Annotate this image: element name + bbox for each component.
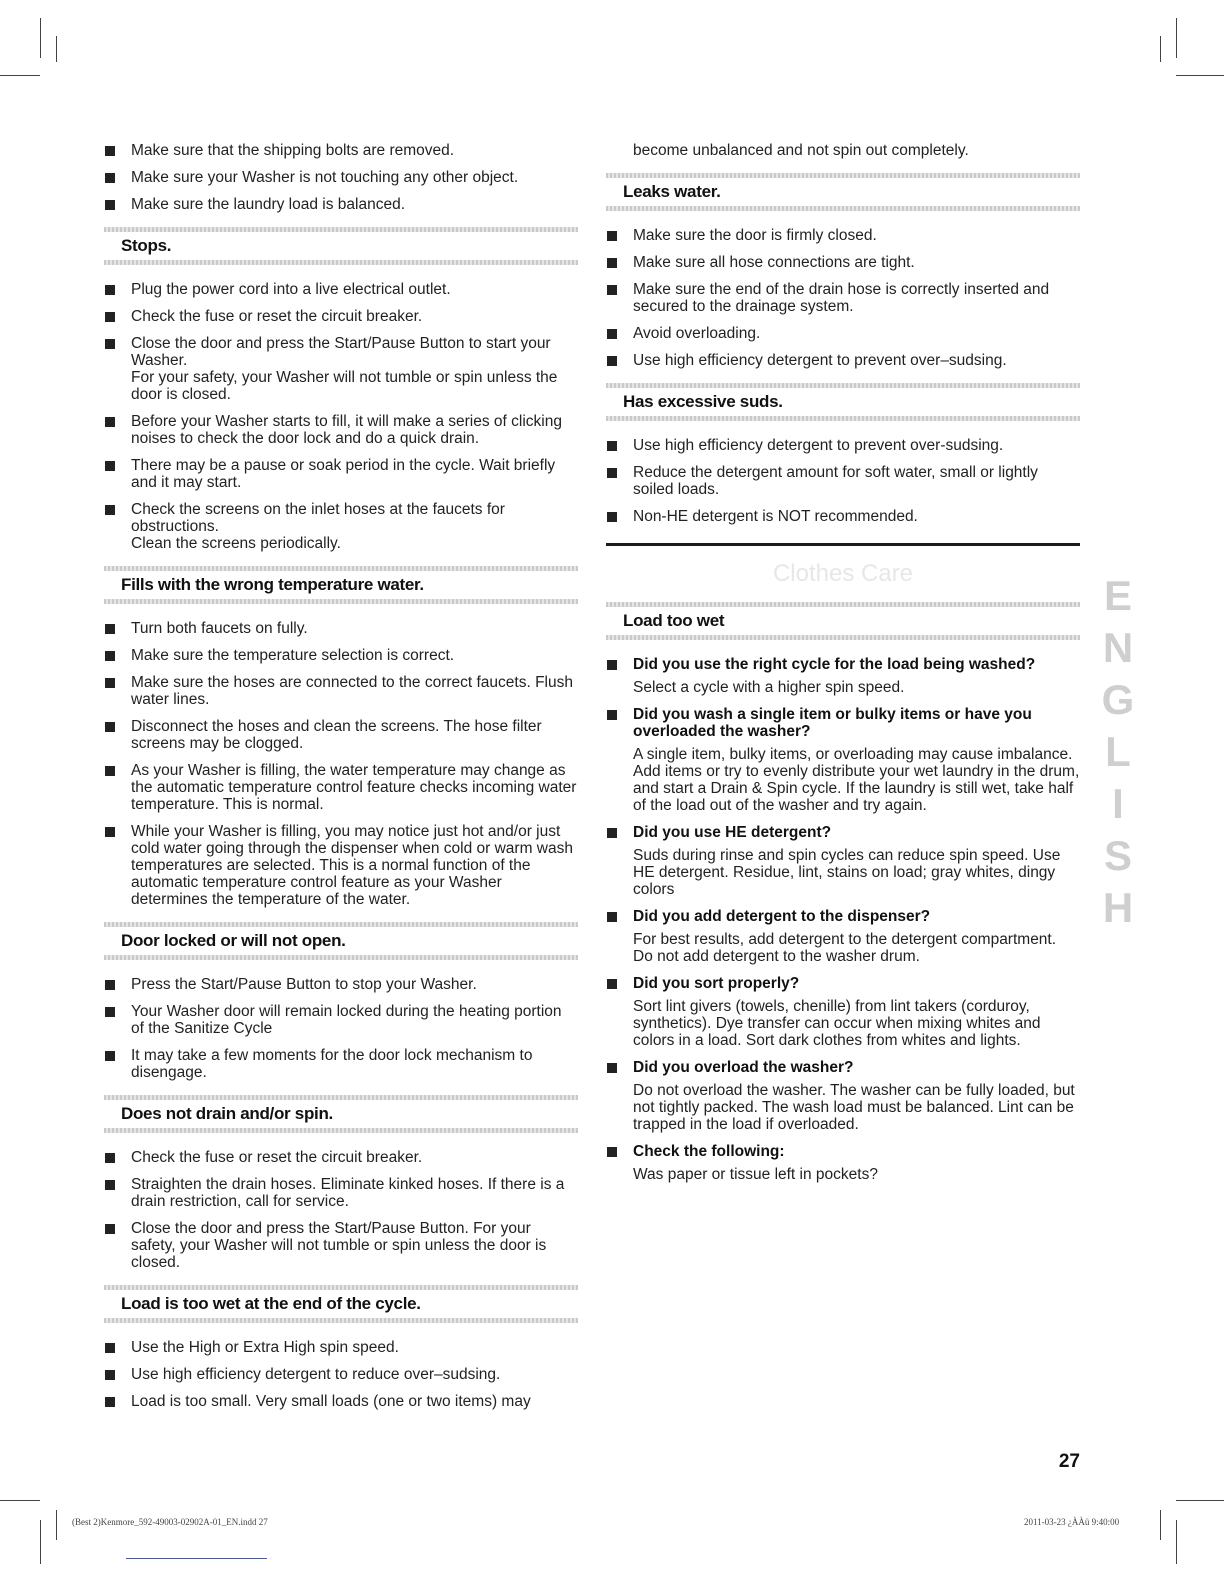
side-tab-letter: G bbox=[1101, 676, 1135, 723]
stops-list bbox=[104, 281, 578, 552]
side-tab-letter: I bbox=[1112, 780, 1124, 827]
list-item: Make sure the hoses are connected to the correct faucets. Flush water lines. bbox=[104, 674, 578, 708]
list-item: Plug the power cord into a live electrical outlet. bbox=[104, 281, 578, 298]
footer-file-info: (Best 2)Kenmore_592-49003-02902A-01_EN.indd 27 bbox=[72, 1517, 268, 1527]
list-item: Straighten the drain hoses. Eliminate kinked hoses. If there is a drain restriction, call for service. bbox=[104, 1176, 578, 1210]
list-item: Non-HE detergent is NOT recommended. bbox=[606, 508, 1080, 525]
crop-mark bbox=[1160, 36, 1161, 62]
list-item: While your Washer is filling, you may notice just hot and/or just cold water going through the dispenser when cold or warm wash temperatures are selected. This is a normal function of the automatic temperature control feature as your Washer determines the temperature of the water. bbox=[104, 823, 578, 908]
list-item: Close the door and press the Start/Pause Button to start your Washer. For your safety, your Washer will not tumble or spin unless the door is closed. bbox=[104, 335, 578, 403]
load-too-wet-end-list bbox=[104, 1339, 578, 1410]
question: Check the following: bbox=[606, 1143, 1080, 1160]
list-item: Use high efficiency detergent to reduce over–sudsing. bbox=[104, 1366, 578, 1383]
section-heading-door-locked: Door locked or will not open. bbox=[104, 922, 578, 960]
crop-mark bbox=[0, 75, 40, 76]
side-tab-letter: L bbox=[1105, 728, 1131, 775]
right-column bbox=[606, 142, 1080, 1193]
list-item: Check the fuse or reset the circuit breaker. bbox=[104, 1149, 578, 1166]
continued-text: become unbalanced and not spin out completely. bbox=[633, 142, 969, 159]
crop-mark bbox=[40, 18, 41, 58]
question: Did you wash a single item or bulky items or have you overloaded the washer? bbox=[606, 706, 1080, 740]
question: Did you sort properly? bbox=[606, 975, 1080, 992]
section-divider bbox=[606, 543, 1080, 546]
list-item: Close the door and press the Start/Pause Button. For your safety, your Washer will not tumble or spin unless the door is closed. bbox=[104, 1220, 578, 1271]
answer: Was paper or tissue left in pockets? bbox=[633, 1166, 878, 1183]
section-heading-leaks-water: Leaks water. bbox=[606, 173, 1080, 211]
answer: Suds during rinse and spin cycles can reduce spin speed. Use HE detergent. Residue, lint, stains on load; gray whites, dingy colors bbox=[633, 847, 1061, 898]
footer-timestamp: 2011-03-23 ¿ÀÀü 9:40:00 bbox=[1024, 1517, 1120, 1527]
crop-mark bbox=[1176, 1500, 1224, 1501]
list-item: As your Washer is filling, the water temperature may change as the automatic temperature control feature checks incoming water temperature. This is normal. bbox=[104, 762, 578, 813]
question: Did you use the right cycle for the load being washed? bbox=[606, 656, 1080, 673]
list-item: There may be a pause or soak period in the cycle. Wait briefly and it may start. bbox=[104, 457, 578, 491]
door-locked-list bbox=[104, 976, 578, 1081]
list-item: Before your Washer starts to fill, it will make a series of clicking noises to check the door lock and do a quick drain. bbox=[104, 413, 578, 447]
list-item: Load is too small. Very small loads (one or two items) may bbox=[104, 1393, 578, 1410]
list-item: Make sure all hose connections are tight. bbox=[606, 254, 1080, 271]
section-heading-wrong-temperature: Fills with the wrong temperature water. bbox=[104, 566, 578, 604]
page-number: 27 bbox=[1058, 1451, 1080, 1472]
question: Did you overload the washer? bbox=[606, 1059, 1080, 1076]
list-item: Make sure the end of the drain hose is correctly inserted and secured to the drainage system. bbox=[606, 281, 1080, 315]
list-item: Use high efficiency detergent to prevent over-sudsing. bbox=[606, 437, 1080, 454]
answer: For best results, add detergent to the detergent compartment. Do not add detergent to the washer drum. bbox=[633, 931, 1057, 965]
list-item: Disconnect the hoses and clean the screens. The hose filter screens may be clogged. bbox=[104, 718, 578, 752]
side-tab-letter: H bbox=[1102, 884, 1134, 931]
section-heading-excessive-suds: Has excessive suds. bbox=[606, 383, 1080, 421]
list-item: Avoid overloading. bbox=[606, 325, 1080, 342]
list-item: Make sure the laundry load is balanced. bbox=[104, 196, 578, 213]
list-item: Check the fuse or reset the circuit breaker. bbox=[104, 308, 578, 325]
crop-mark bbox=[1176, 1520, 1177, 1564]
intro-bullet-list bbox=[104, 142, 578, 213]
section-heading-load-too-wet-end: Load is too wet at the end of the cycle. bbox=[104, 1285, 578, 1323]
crop-mark bbox=[1176, 75, 1224, 76]
side-tab-letter: N bbox=[1102, 624, 1134, 671]
bottom-rule bbox=[126, 1558, 267, 1559]
answer: Select a cycle with a higher spin speed. bbox=[633, 679, 905, 696]
list-item: It may take a few moments for the door lock mechanism to disengage. bbox=[104, 1047, 578, 1081]
crop-mark bbox=[56, 36, 57, 62]
answer: A single item, bulky items, or overloading may cause imbalance. Add items or try to evenly distribute your wet laundry in the drum, and start a Drain & Spin cycle. If the laundry is still wet, take half of the load out of the washer and try again. bbox=[633, 746, 1080, 814]
answer: Do not overload the washer. The washer can be fully loaded, but not tightly packed. The wash load must be balanced. Lint can be trapped in the load if overloaded. bbox=[633, 1082, 1075, 1133]
language-side-tab bbox=[1100, 570, 1136, 934]
crop-mark bbox=[1160, 1510, 1161, 1540]
list-item: Turn both faucets on fully. bbox=[104, 620, 578, 637]
list-item: Make sure the temperature selection is correct. bbox=[104, 647, 578, 664]
section-heading-load-too-wet: Load too wet bbox=[606, 602, 1080, 640]
list-item: Make sure the door is firmly closed. bbox=[606, 227, 1080, 244]
crop-mark bbox=[0, 1500, 40, 1501]
does-not-drain-list bbox=[104, 1149, 578, 1271]
list-item: Use the High or Extra High spin speed. bbox=[104, 1339, 578, 1356]
crop-mark bbox=[56, 1510, 57, 1540]
clothes-care-qa bbox=[606, 656, 1080, 1183]
side-tab-letter: E bbox=[1103, 572, 1132, 619]
crop-mark bbox=[1176, 18, 1177, 58]
list-item: Check the screens on the inlet hoses at the faucets for obstructions. Clean the screens periodically. bbox=[104, 501, 578, 552]
list-item: Press the Start/Pause Button to stop your Washer. bbox=[104, 976, 578, 993]
section-heading-does-not-drain: Does not drain and/or spin. bbox=[104, 1095, 578, 1133]
crop-mark bbox=[40, 1520, 41, 1564]
list-item: Use high efficiency detergent to prevent over–sudsing. bbox=[606, 352, 1080, 369]
excessive-suds-list bbox=[606, 437, 1080, 525]
list-item: Your Washer door will remain locked during the heating portion of the Sanitize Cycle bbox=[104, 1003, 578, 1037]
answer: Sort lint givers (towels, chenille) from lint takers (corduroy, synthetics). Dye transfer can occur when mixing whites and colors in a load. Sort dark clothes from whites and lights. bbox=[633, 998, 1041, 1049]
side-tab-letter: S bbox=[1103, 832, 1132, 879]
list-item: Make sure that the shipping bolts are removed. bbox=[104, 142, 578, 159]
clothes-care-title: Clothes Care bbox=[772, 560, 914, 587]
section-heading-stops: Stops. bbox=[104, 227, 578, 265]
question: Did you add detergent to the dispenser? bbox=[606, 908, 1080, 925]
list-item: Reduce the detergent amount for soft water, small or lightly soiled loads. bbox=[606, 464, 1080, 498]
left-column bbox=[104, 142, 578, 1420]
question: Did you use HE detergent? bbox=[606, 824, 1080, 841]
list-item: Make sure your Washer is not touching any other object. bbox=[104, 169, 578, 186]
leaks-water-list bbox=[606, 227, 1080, 369]
wrong-temperature-list bbox=[104, 620, 578, 908]
